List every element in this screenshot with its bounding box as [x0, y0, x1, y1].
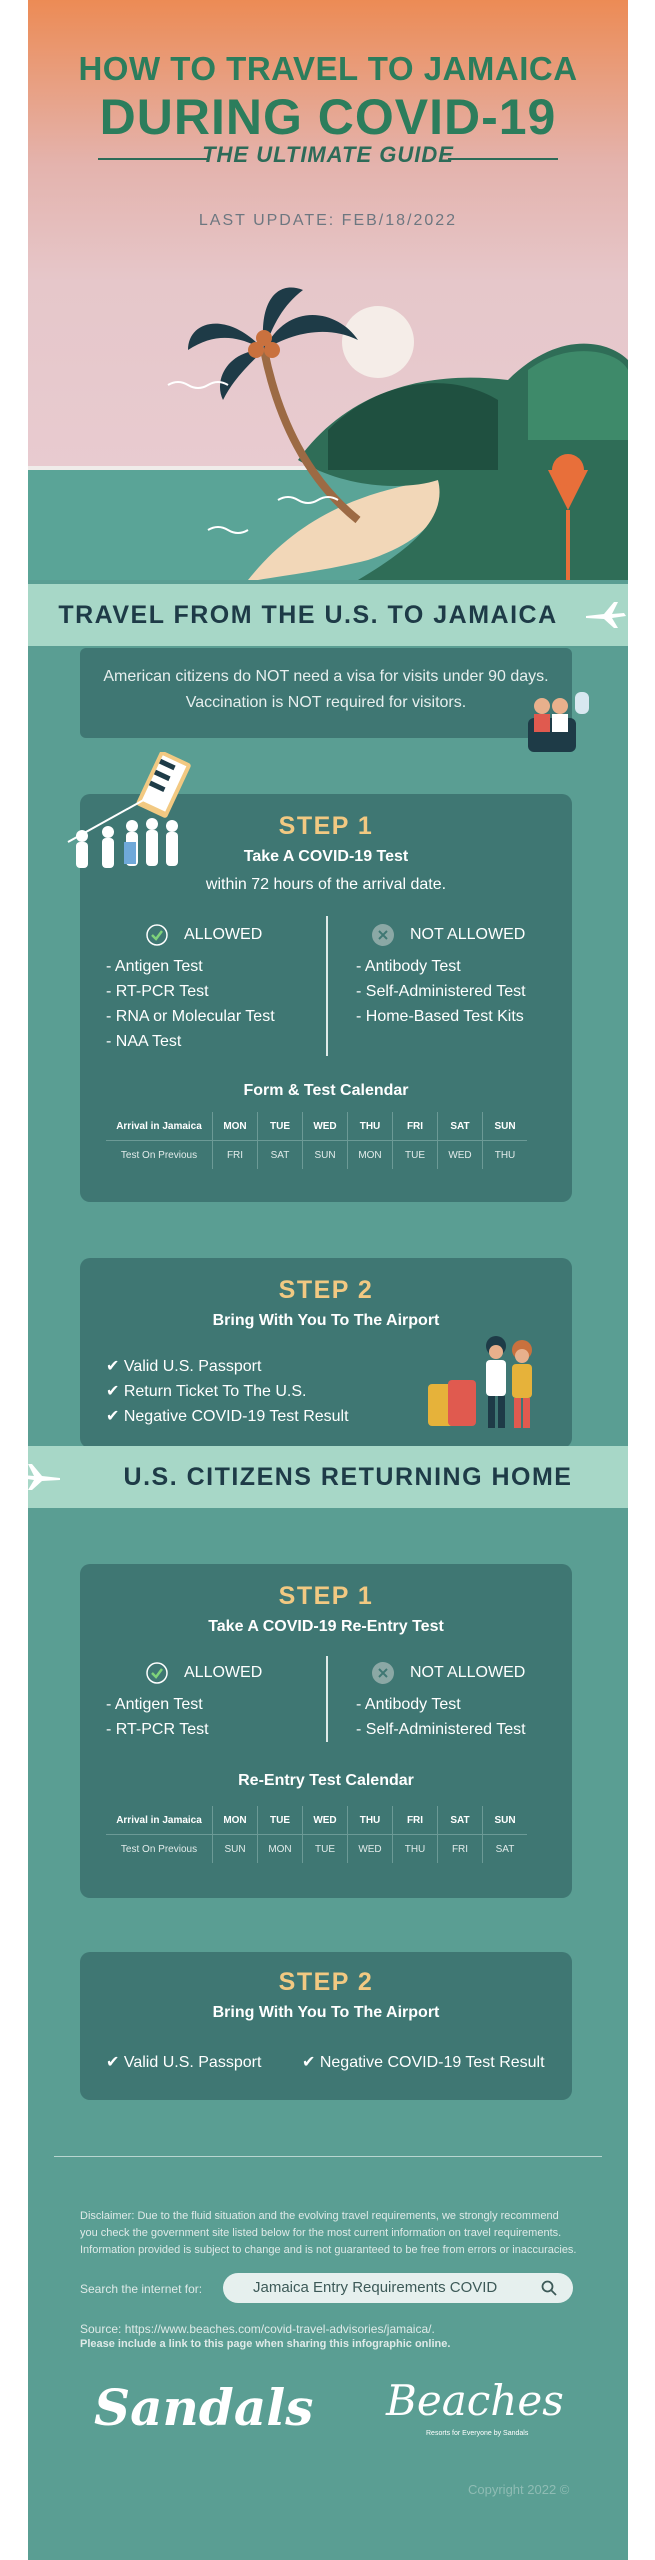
- calendar-header-cell: SAT: [438, 1806, 483, 1835]
- calendar-header-cell: THU: [348, 1112, 393, 1141]
- hero-illustration: [28, 270, 628, 580]
- search-value: Jamaica Entry Requirements COVID: [253, 2279, 498, 2296]
- page-title-line2: DURING COVID-19: [99, 89, 557, 145]
- allowed-item: - NAA Test: [106, 1033, 182, 1050]
- footer-divider: [54, 2156, 602, 2157]
- calendar-header-cell: SUN: [483, 1806, 528, 1835]
- beaches-tagline: Resorts for Everyone by Sandals: [426, 2430, 529, 2437]
- search-label: Search the internet for:: [80, 2282, 203, 2296]
- allowed-item: - RT-PCR Test: [106, 983, 209, 1000]
- search-box: [223, 2273, 573, 2303]
- airplane-icon: [584, 598, 628, 630]
- plane-seat-travelers-icon: [520, 688, 600, 764]
- calendar-value-cell: MON: [348, 1141, 393, 1170]
- check-circle-icon: [146, 1662, 168, 1684]
- visa-info-line2: Vaccination is NOT required for visitors.: [185, 694, 467, 711]
- reentry-step2-card: [80, 1952, 572, 2100]
- reentry-calendar-table: [106, 1806, 527, 1863]
- share-note: Please include a link to this page when sharing this infographic online.: [80, 2338, 451, 2350]
- calendar-header-cell: WED: [303, 1806, 348, 1835]
- step1-title: STEP 1: [278, 812, 374, 840]
- disclaimer-line1: Disclaimer: Due to the fluid situation and the evolving travel requirements, we strongly recommend: [80, 2210, 559, 2222]
- calendar-value-cell: FRI: [213, 1141, 258, 1170]
- luggage-travelers-icon: [422, 1334, 542, 1444]
- banner-travel-to-jamaica-text: TRAVEL FROM THE U.S. TO JAMAICA: [58, 601, 558, 629]
- calendar-value-cell: SUN: [303, 1141, 348, 1170]
- calendar-header-row: [106, 1806, 527, 1835]
- calendar-value-row: [106, 1141, 527, 1170]
- allowed-label: ALLOWED: [184, 926, 263, 943]
- calendar-header-row: [106, 1112, 527, 1141]
- calendar-value-cell: TUE: [393, 1141, 438, 1170]
- calendar-value-cell: SAT: [495, 1843, 515, 1855]
- calendar-value-row: [106, 1835, 527, 1864]
- checklist-item: ✔ Return Ticket To The U.S.: [106, 1383, 307, 1400]
- airplane-icon: [28, 1460, 62, 1492]
- calendar-header-cell: SAT: [438, 1112, 483, 1141]
- calendar-header-cell: MON: [213, 1112, 258, 1141]
- calendar-title: Form & Test Calendar: [243, 1082, 409, 1099]
- reentry-step1-title: STEP 1: [278, 1582, 374, 1610]
- calendar-value-cell: MON: [258, 1835, 303, 1864]
- step1-subtitle: Take A COVID-19 Test: [243, 848, 409, 865]
- calendar-header-cell: FRI: [393, 1112, 438, 1141]
- column-divider: [326, 916, 328, 1056]
- calendar-value-cell: Test On Previous: [106, 1835, 213, 1864]
- last-update: LAST UPDATE: FEB/18/2022: [198, 212, 458, 229]
- calendar-value-cell: FRI: [438, 1835, 483, 1864]
- calendar-header-cell: FRI: [393, 1806, 438, 1835]
- sun-icon: [342, 306, 414, 378]
- calendar-header-cell: Arrival in Jamaica: [106, 1806, 213, 1835]
- calendar-title: Re-Entry Test Calendar: [238, 1772, 414, 1789]
- check-circle-icon: [146, 924, 168, 946]
- not-allowed-label: NOT ALLOWED: [410, 926, 526, 943]
- checklist-item: ✔ Negative COVID-19 Test Result: [302, 2054, 545, 2071]
- search-icon: [541, 2280, 557, 2296]
- calendar-value-cell: SAT: [258, 1141, 303, 1170]
- x-circle-icon: [372, 1662, 394, 1684]
- calendar-value-cell: Test On Previous: [106, 1141, 213, 1170]
- not-allowed-item: - Self-Administered Test: [356, 1721, 526, 1738]
- reentry-step2-subtitle: Bring With You To The Airport: [212, 2004, 440, 2021]
- calendar-header-cell: WED: [303, 1112, 348, 1141]
- checklist-item: ✔ Valid U.S. Passport: [106, 1358, 262, 1375]
- calendar-value-cell: THU: [393, 1835, 438, 1864]
- column-divider: [326, 1656, 328, 1742]
- allowed-item: - Antigen Test: [106, 1696, 203, 1713]
- sandals-logo: Sandals: [94, 2378, 314, 2437]
- checklist-item: ✔ Negative COVID-19 Test Result: [106, 1408, 349, 1425]
- allowed-label: ALLOWED: [184, 1664, 263, 1681]
- step2-subtitle: Bring With You To The Airport: [212, 1312, 440, 1329]
- calendar-header-cell: THU: [348, 1806, 393, 1835]
- piano-key-icon: [48, 752, 218, 884]
- step2-card: [80, 1258, 572, 1448]
- test-calendar-table: [106, 1112, 527, 1169]
- reentry-step2-title: STEP 2: [278, 1968, 374, 1996]
- banner-returning-home-text: U.S. CITIZENS RETURNING HOME: [123, 1463, 573, 1491]
- step1-subtitle2: within 72 hours of the arrival date.: [205, 876, 447, 893]
- not-allowed-item: - Self-Administered Test: [356, 983, 526, 1000]
- calendar-header-cell: MON: [213, 1806, 258, 1835]
- reentry-step1-card: [80, 1564, 572, 1898]
- disclaimer-line3: Information provided is subject to change and is not guaranteed to be free from errors or inaccuracies.: [80, 2244, 577, 2256]
- calendar-value-cell: WED: [438, 1141, 483, 1170]
- not-allowed-item: - Antibody Test: [356, 1696, 461, 1713]
- calendar-value-cell: THU: [494, 1149, 516, 1161]
- page-subtitle: THE ULTIMATE GUIDE: [202, 142, 454, 167]
- not-allowed-item: - Antibody Test: [356, 958, 461, 975]
- reentry-step1-subtitle: Take A COVID-19 Re-Entry Test: [208, 1618, 444, 1635]
- calendar-header-cell: Arrival in Jamaica: [106, 1112, 213, 1141]
- disclaimer-line2: you check the government site listed below for the most current information on travel requirements.: [80, 2227, 562, 2239]
- calendar-value-cell: TUE: [303, 1835, 348, 1864]
- source-line: Source: https://www.beaches.com/covid-travel-advisories/jamaica/.: [80, 2322, 435, 2336]
- visa-info-line1: American citizens do NOT need a visa for visits under 90 days.: [103, 668, 549, 685]
- not-allowed-item: - Home-Based Test Kits: [356, 1008, 524, 1025]
- beaches-logo: Beaches: [386, 2376, 564, 2425]
- calendar-value-cell: SUN: [213, 1835, 258, 1864]
- not-allowed-label: NOT ALLOWED: [410, 1664, 526, 1681]
- page-title-line1: HOW TO TRAVEL TO JAMAICA: [78, 50, 578, 87]
- calendar-header-cell: TUE: [258, 1112, 303, 1141]
- calendar-header-cell: SUN: [483, 1112, 528, 1141]
- step2-title: STEP 2: [278, 1276, 374, 1304]
- allowed-item: - Antigen Test: [106, 958, 203, 975]
- infographic-page: [28, 0, 628, 2560]
- x-circle-icon: [372, 924, 394, 946]
- visa-info-box: [80, 648, 572, 738]
- allowed-item: - RNA or Molecular Test: [106, 1008, 275, 1025]
- checklist-item: ✔ Valid U.S. Passport: [106, 2054, 262, 2071]
- calendar-value-cell: WED: [348, 1835, 393, 1864]
- copyright: Copyright 2022 ©: [468, 2482, 570, 2497]
- allowed-item: - RT-PCR Test: [106, 1721, 209, 1738]
- calendar-header-cell: TUE: [258, 1806, 303, 1835]
